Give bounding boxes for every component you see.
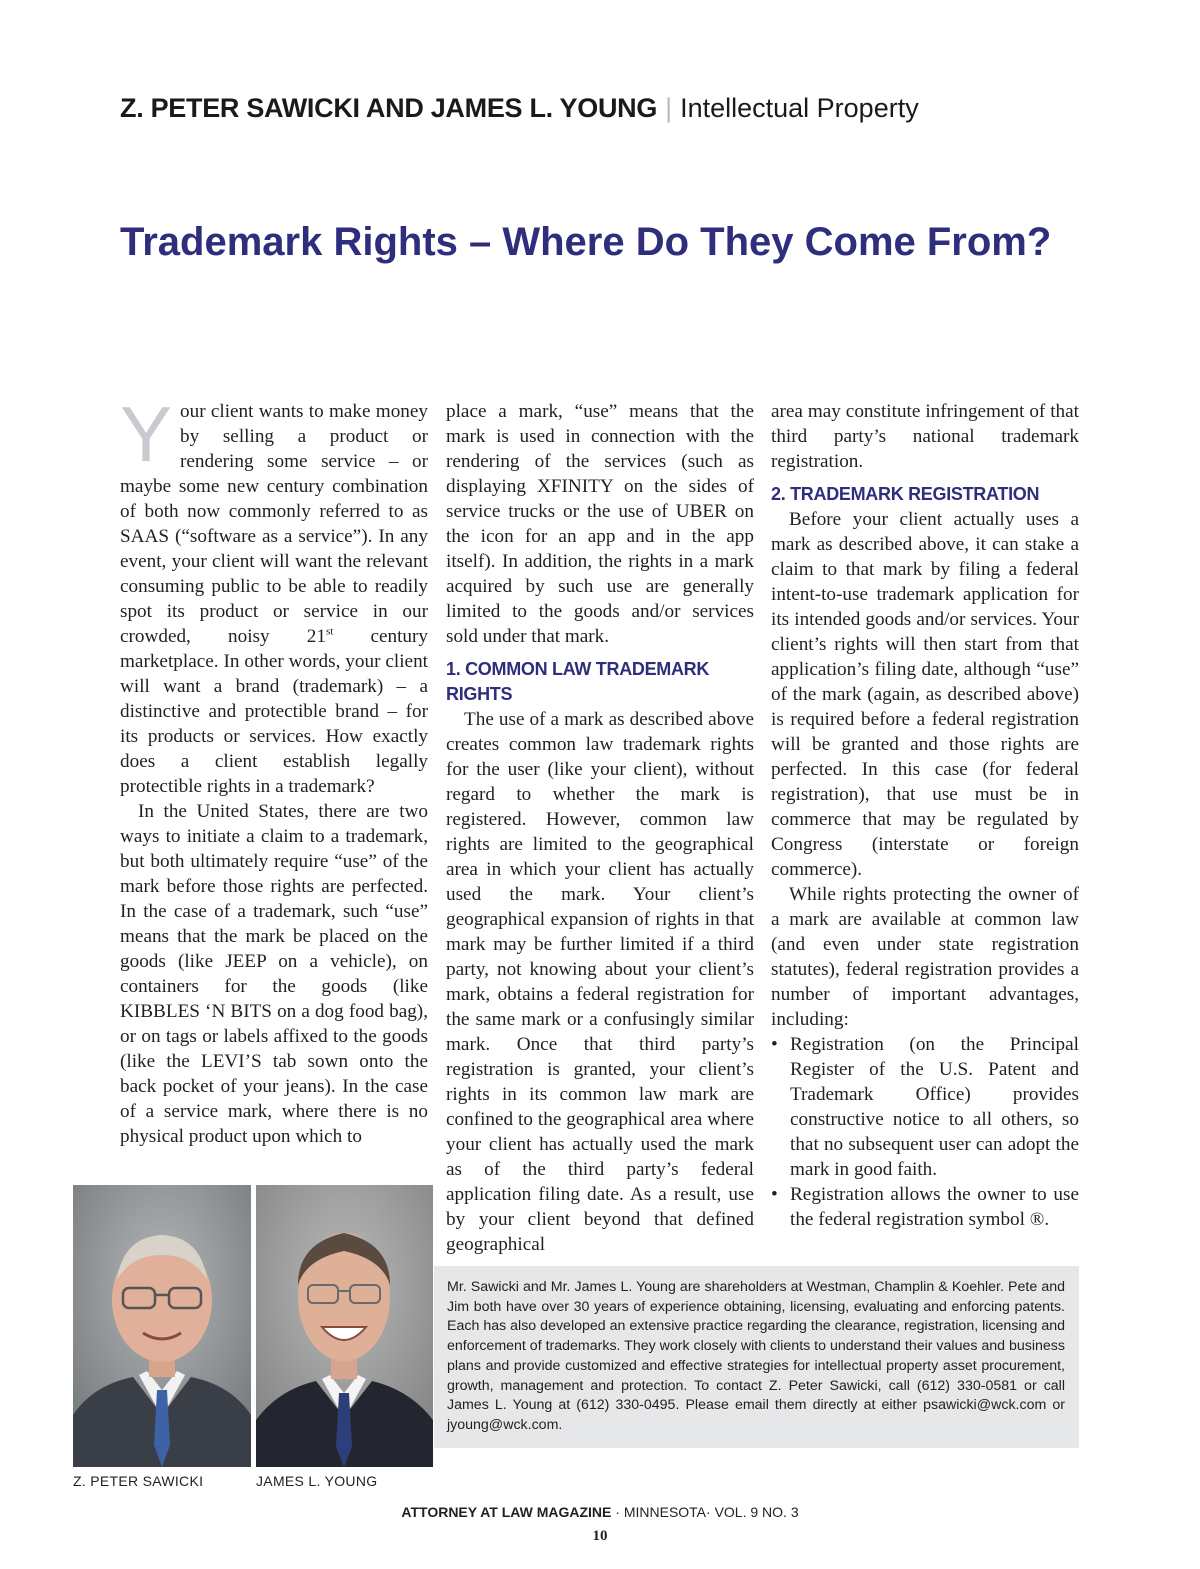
author-photo-sawicki — [73, 1185, 251, 1467]
paragraph: In the United States, there are two ways to initiate a claim to a trademark, but both ultimately require “use” of the mark before those rights are perfected. In the case of a trademark, such “use” means that the mark be placed on the goods (like JEEP on a vehicle), on containers for the goods (like KIBBLES ‘N BITS on a dog food bag), or on tags or labels affixed to the goods (like the LEVI’S tab sown onto the back pocket of your jeans). In the case of a service mark, where there is no physical product upon which to — [120, 801, 428, 1147]
header-separator: | — [665, 93, 673, 123]
intro-paragraph: Your client wants to make money by selling a product or rendering some service – or maybe some new century combination of both now commonly referred to as SAAS (“software as a service”). In any event, your client will want the relevant consuming public to be able to readily spot its product or service in our crowded, noisy 21st century marketplace. In other words, your client will want a brand (trademark) – a distinctive and protectible brand – for its products or services. How exactly does a client establish legally protectible rights in a trademark? — [120, 390, 428, 797]
list-item: • Registration (on the Principal Register of the U.S. Patent and Trademark Office) provides constructive notice to all others, so that no subsequent user can adopt the mark in good faith. — [771, 1034, 1079, 1180]
author-bio-text: Mr. Sawicki and Mr. James L. Young are shareholders at Westman, Champlin & Koehler. Pete and Jim both have over 30 years of experience obtaining, licensing, evaluating and enforcing patents. Each has also developed an extensive practice regarding the clearance, registration, licensing and enforcement of trademarks. They work closely with clients to understand their values and business plans and provide customized and effective strategies for intellectual property asset procurement, growth, management and protection. To contact Z. Peter Sawicki, call (612) 330-0581 or call James L. Young at (612) 330-0495. Please email them directly at either psawicki@wck.com or jyoung@wck.com. — [447, 1279, 1065, 1433]
list-item: • Registration allows the owner to use the federal registration symbol ®. — [771, 1184, 1079, 1230]
portrait-icon — [256, 1185, 433, 1467]
section-heading-common-law: 1. COMMON LAW TRADEMARK RIGHTS — [446, 659, 710, 704]
article-column-2 — [446, 399, 754, 1257]
advantages-list — [771, 1032, 1079, 1232]
header-authors: Z. PETER SAWICKI AND JAMES L. YOUNG — [120, 93, 658, 123]
article-title: Trademark Rights – Where Do They Come From? — [120, 220, 1052, 264]
issue-details: · MINNESOTA· VOL. 9 NO. 3 — [611, 1504, 799, 1520]
page-footer — [0, 1503, 1200, 1521]
author-bio-box — [434, 1266, 1079, 1448]
bullet-icon: • — [771, 1034, 778, 1055]
header-section: Intellectual Property — [680, 93, 919, 123]
paragraph: While rights protecting the owner of a mark are available at common law (and even under state registration statutes), federal registration provides a number of important advantages, including: — [771, 884, 1079, 1030]
paragraph: place a mark, “use” means that the mark is used in connection with the rendering of the services (such as displaying XFINITY on the sides of service trucks or the use of UBER on the icon for an app and in the app itself). In addition, the rights in a mark acquired by such use are generally limited to the goods and/or services sold under that mark. — [446, 401, 754, 647]
portrait-icon — [73, 1185, 251, 1467]
drop-cap: Y — [120, 390, 173, 478]
author-photo-young — [256, 1185, 433, 1467]
photo-caption-young: JAMES L. YOUNG — [256, 1473, 378, 1489]
page-header — [120, 90, 1100, 126]
article-column-1 — [120, 390, 428, 1149]
photo-caption-sawicki: Z. PETER SAWICKI — [73, 1473, 204, 1489]
paragraph: Before your client actually uses a mark as described above, it can stake a claim to that mark by filing a federal intent-to-use trademark application for its intended goods and/or services. Your client’s rights will then start from that application’s filing date, although “use” of the mark (again, as described above) is required before a federal registration will be granted and those rights are perfected. In this case (for federal registration), that use must be in commerce that may be regulated by Congress (interstate or foreign commerce). — [771, 509, 1079, 880]
article-column-3 — [771, 399, 1079, 1232]
bullet-icon: • — [771, 1184, 778, 1205]
magazine-name: ATTORNEY AT LAW MAGAZINE — [401, 1504, 612, 1520]
paragraph: area may constitute infringement of that third party’s national trademark registration. — [771, 401, 1079, 472]
page-number: 10 — [592, 1528, 608, 1544]
paragraph: The use of a mark as described above creates common law trademark rights for the user (like your client), without regard to whether the mark is registered. However, common law rights are limited to the geographical area in which your client has actually used the mark. Your client’s geographical expansion of rights in that mark may be further limited if a third party, not knowing about your client’s mark, obtains a federal registration for the same mark or a confusingly similar mark. Once that third party’s registration is granted, your client’s rights in its common law mark are confined to the geographical area where your client has actually used the mark as of the third party’s federal application filing date. As a result, use by your client beyond that defined geographical — [446, 709, 754, 1255]
section-heading-registration: 2. TRADEMARK REGISTRATION — [771, 484, 1040, 504]
